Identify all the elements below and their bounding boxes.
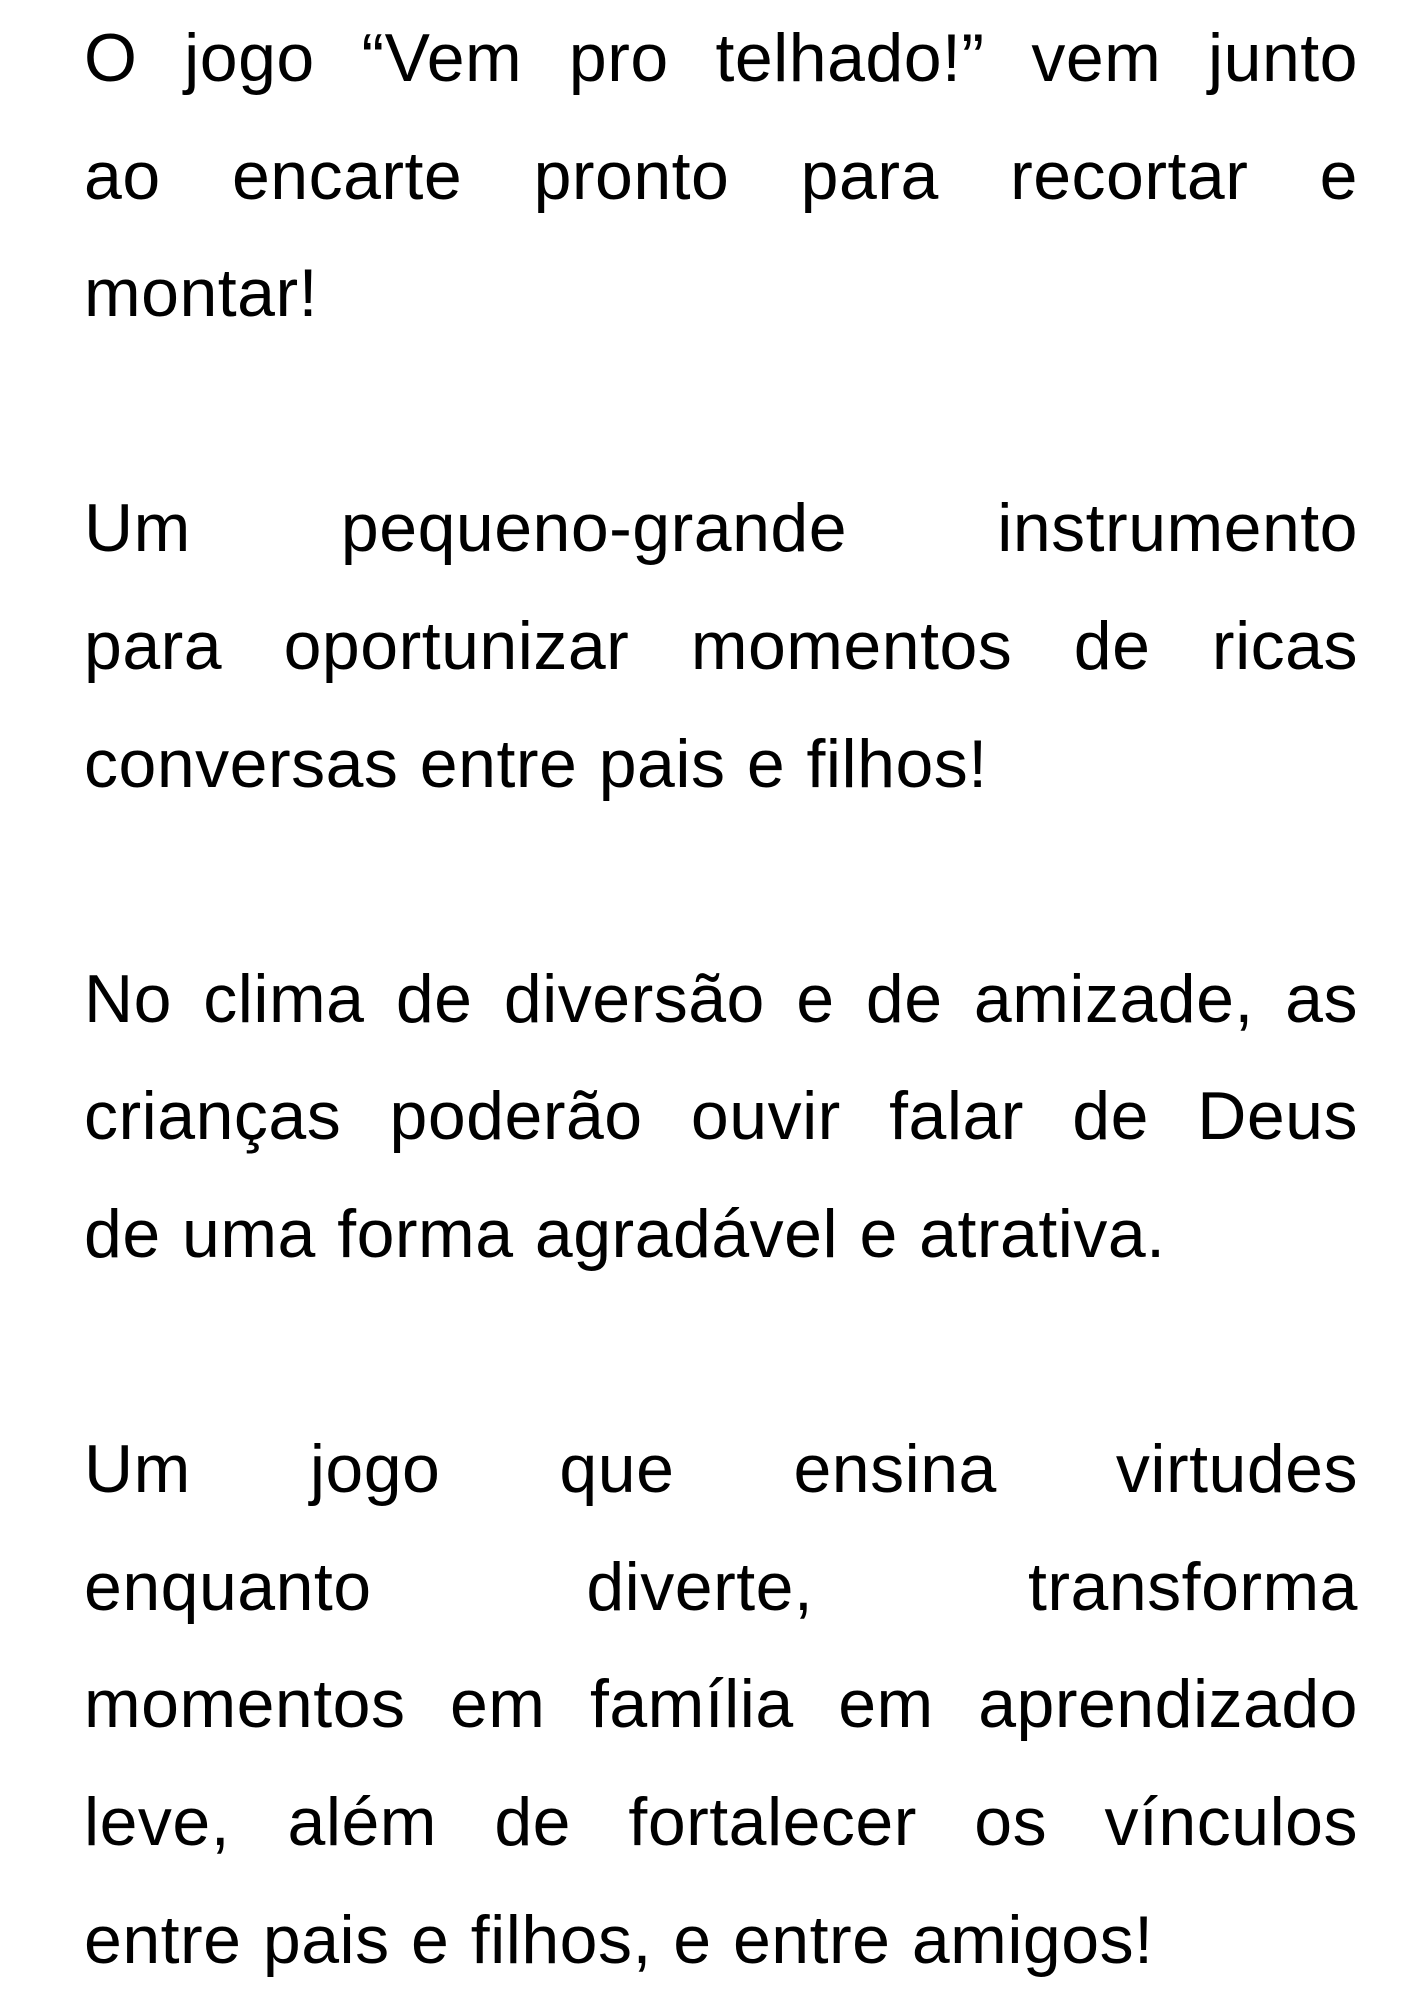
text-line: enquanto diverte, transforma [84,1548,1358,1625]
paragraph [84,470,1358,823]
text-line: para oportunizar momentos de ricas [84,607,1358,684]
text-line: entre pais e filhos, e entre amigos! [84,1901,1154,1978]
text-line: momentos em família em aprendizado [84,1666,1358,1743]
text-line: montar! [84,255,319,332]
text-line: de uma forma agradável e atrativa. [84,1195,1166,1272]
text-line: crianças poderão ouvir falar de Deus [84,1078,1358,1155]
text-line: Um pequeno-grande instrumento [84,490,1358,567]
text-line: O jogo “Vem pro telhado!” vem junto [84,20,1358,96]
paragraph [84,941,1358,1294]
text-line: conversas entre pais e filhos! [84,725,988,802]
text-line: ao encarte pronto para recortar e [84,137,1358,214]
paragraph [84,1411,1358,1999]
paragraph [84,0,1358,353]
text-line: No clima de diversão e de amizade, as [84,960,1358,1037]
text-line: Um jogo que ensina virtudes [84,1431,1358,1508]
text-line: leve, além de fortalecer os vínculos [84,1783,1358,1860]
